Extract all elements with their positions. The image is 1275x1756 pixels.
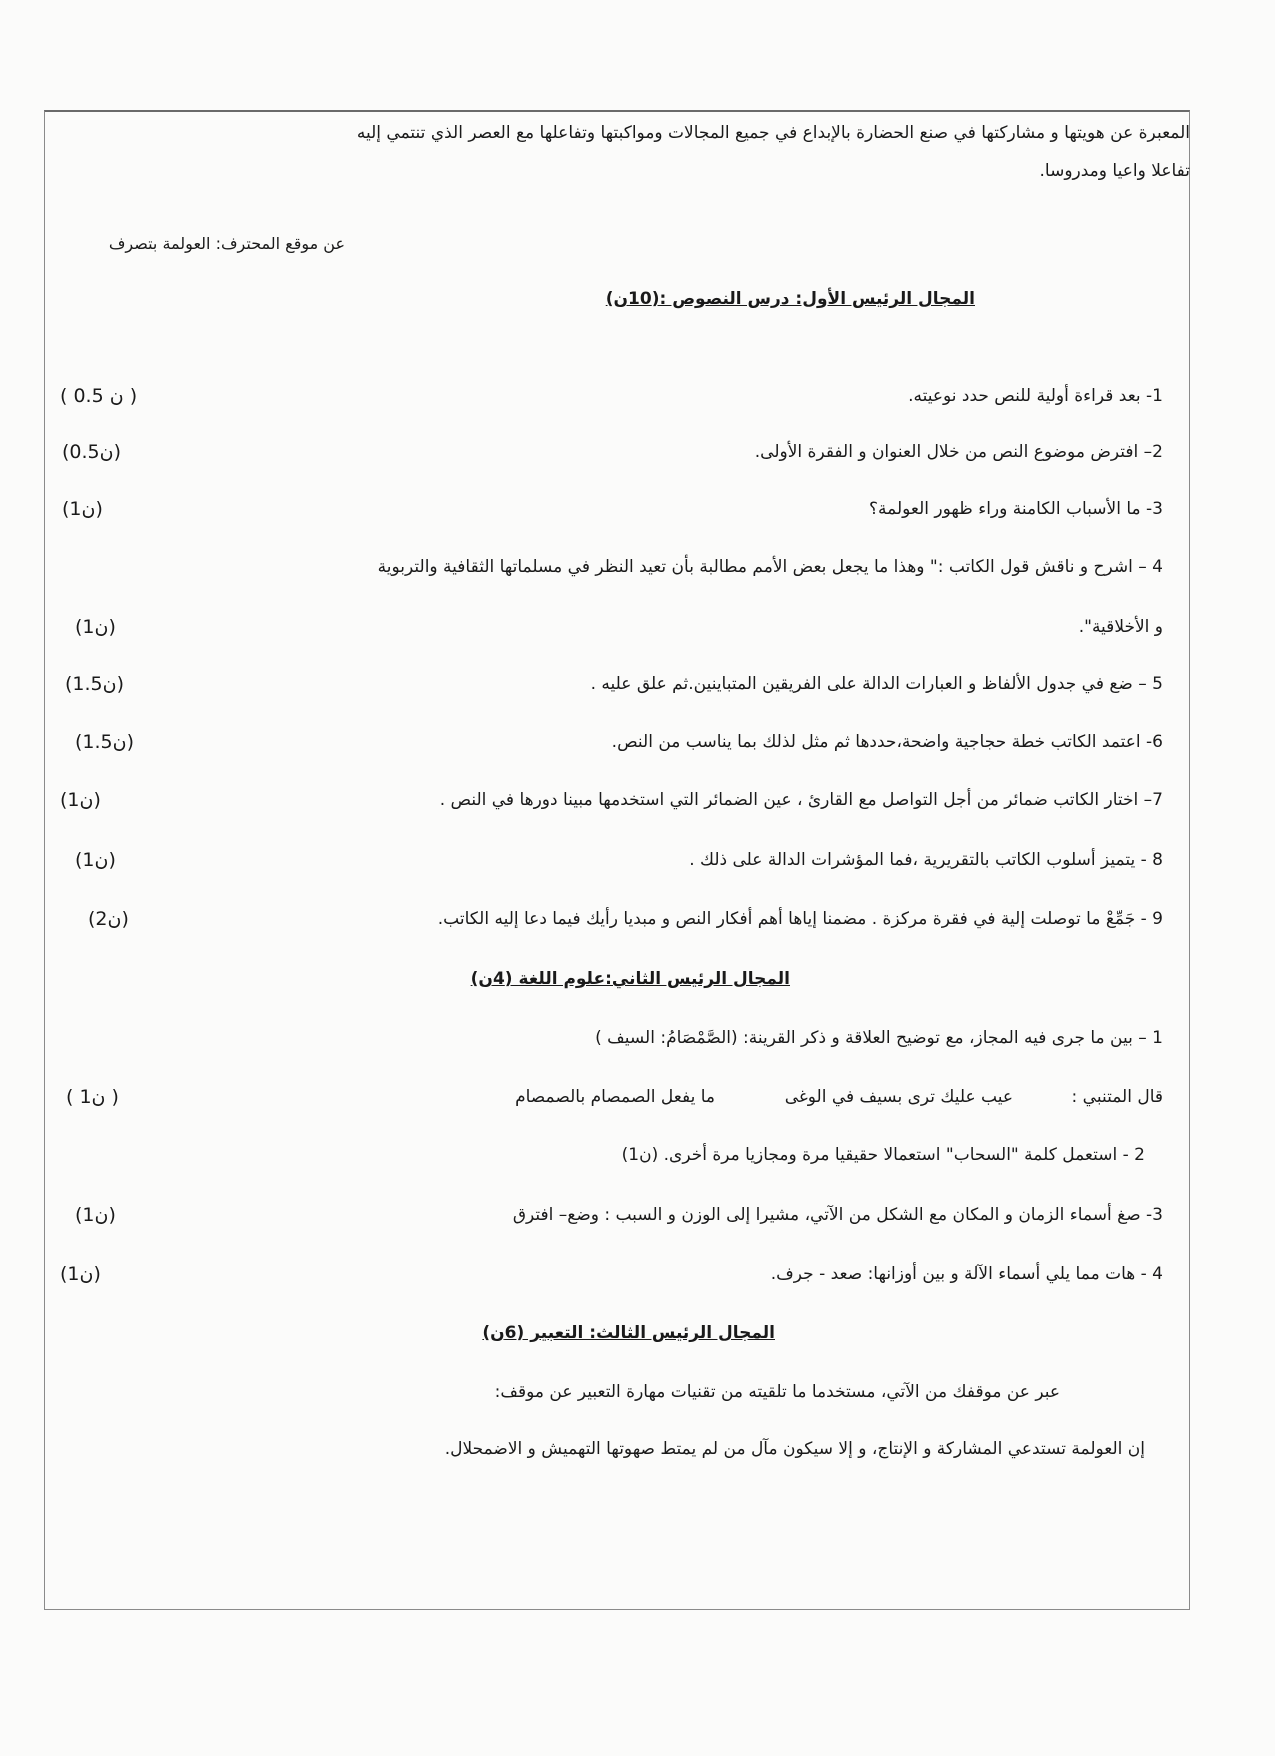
- question-2: 2– افترض موضوع النص من خلال العنوان و الفقرة الأولى.: [754, 442, 1163, 462]
- question-1: 1- بعد قراءة أولية للنص حدد نوعيته.: [908, 386, 1163, 406]
- question-8: 8 - يتميز أسلوب الكاتب بالتقريرية ،فما المؤشرات الدالة على ذلك .: [689, 850, 1163, 870]
- question-8-score: (ن1): [75, 849, 116, 871]
- question-4-line-1: 4 – اشرح و ناقش قول الكاتب :" وهذا ما يجعل بعض الأمم مطالبة بأن تعيد النظر في مسلماتها الثقافية والتربوية: [377, 557, 1163, 577]
- question-5-score: (ن1.5): [65, 673, 125, 695]
- source-citation: عن موقع المحترف: العولمة بتصرف: [108, 234, 345, 253]
- section2-question-1: 1 – بين ما جرى فيه المجاز، مع توضيح العلاقة و ذكر القرينة: (الصَّمْصَامُ: السيف ): [595, 1028, 1163, 1048]
- question-9: 9 - جَمِّعْ ما توصلت إلية في فقرة مركزة . مضمنا إياها أهم أفكار النص و مبديا رأيك فيما دعا إليه الكاتب.: [437, 909, 1163, 929]
- section2-question-2: 2 - استعمل كلمة "السحاب" استعمالا حقيقيا مرة ومجازيا مرة أخرى. (ن1): [621, 1145, 1145, 1165]
- question-6-score: (ن1.5): [75, 731, 135, 753]
- section2-question-4-score: (ن1): [60, 1263, 101, 1285]
- question-4-line-2: و الأخلاقية".: [1078, 617, 1163, 637]
- question-7: 7– اختار الكاتب ضمائر من أجل التواصل مع القارئ ، عين الضمائر التي استخدمها مبينا دورها في النص .: [439, 790, 1163, 810]
- question-9-score: (ن2): [88, 908, 129, 930]
- question-7-score: (ن1): [60, 789, 101, 811]
- poet-label: قال المتنبي :: [1071, 1087, 1163, 1107]
- question-6: 6- اعتمد الكاتب خطة حجاجية واضحة،حددها ثم مثل لذلك بما يناسب من النص.: [611, 732, 1163, 752]
- question-3: 3- ما الأسباب الكامنة وراء ظهور العولمة؟: [869, 499, 1163, 519]
- question-5: 5 – ضع في جدول الألفاظ و العبارات الدالة على الفريقين المتباينين.ثم علق عليه .: [590, 674, 1163, 694]
- intro-line-2: تفاعلا واعيا ومدروسا.: [1039, 161, 1190, 181]
- question-4-score: (ن1): [75, 616, 116, 638]
- intro-line-1: المعبرة عن هويتها و مشاركتها في صنع الحضارة بالإبداع في جميع المجالات ومواكبتها وتفاعلها مع العصر الذي تنتمي إليه: [356, 123, 1190, 143]
- poem-hemistich-1: عيب عليك ترى بسيف في الوغى: [784, 1087, 1013, 1107]
- question-2-score: (ن0.5): [62, 441, 122, 463]
- poem-score: ( ن1 ): [66, 1086, 119, 1108]
- section1-title: المجال الرئيس الأول: درس النصوص :(10ن): [605, 289, 975, 309]
- question-3-score: (ن1): [62, 498, 103, 520]
- section2-question-4: 4 - هات مما يلي أسماء الآلة و بين أوزانها: صعد - جرف.: [770, 1264, 1163, 1284]
- expression-prompt: عبر عن موقفك من الآتي، مستخدما ما تلقيته من تقنيات مهارة التعبير عن موقف:: [494, 1382, 1060, 1402]
- section2-title: المجال الرئيس الثاني:علوم اللغة (4ن): [470, 969, 790, 989]
- section2-question-3: 3- صغ أسماء الزمان و المكان مع الشكل من الآتي، مشيرا إلى الوزن و السبب : وضع– افترق: [512, 1205, 1163, 1225]
- poem-hemistich-2: ما يفعل الصمصام بالصمصام: [515, 1087, 715, 1107]
- section3-title: المجال الرئيس الثالث: التعبير (6ن): [482, 1323, 775, 1343]
- expression-quote: إن العولمة تستدعي المشاركة و الإنتاج، و إلا سيكون مآل من لم يمتط صهوتها التهميش و الاضمحلال.: [444, 1439, 1145, 1459]
- section2-question-3-score: (ن1): [75, 1204, 116, 1226]
- question-1-score: ( 0.5 ن ): [60, 385, 138, 407]
